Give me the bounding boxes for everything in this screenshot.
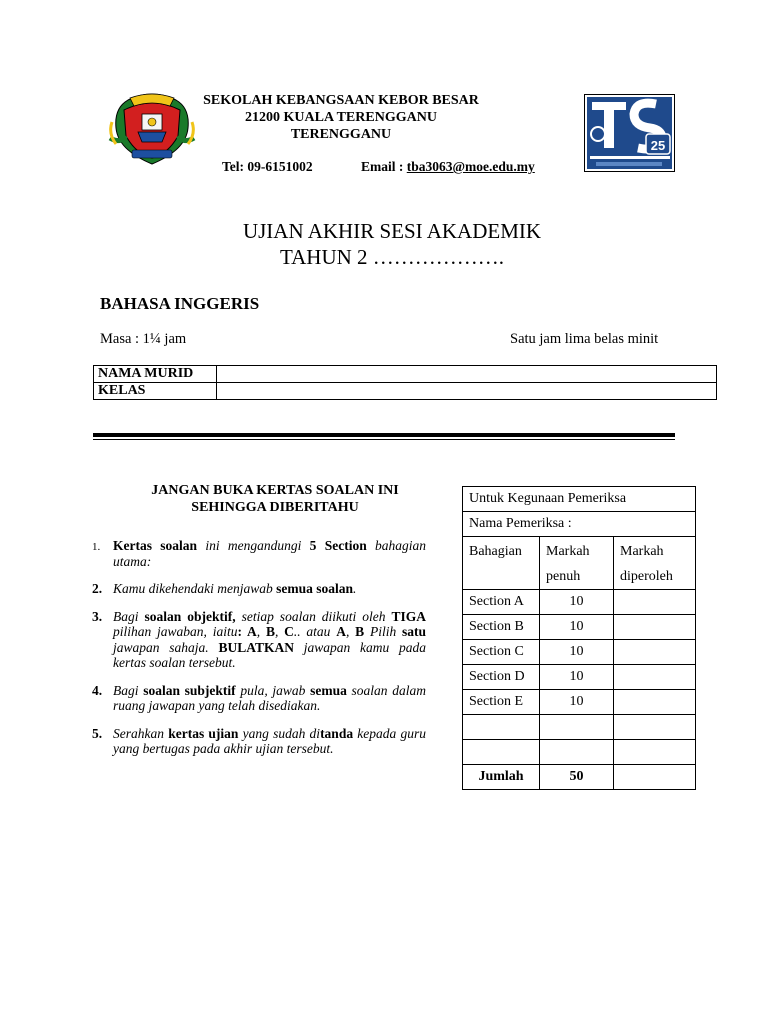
- table-row: [94, 383, 717, 400]
- school-state: TERENGGANU: [290, 127, 392, 142]
- section-label: Section A: [463, 590, 540, 615]
- instruction-text: pula, jawab: [235, 682, 311, 698]
- instruction-text: semua soalan: [276, 581, 353, 596]
- instruction-item: [92, 581, 426, 597]
- instruction-text: Kertas soalan: [113, 538, 198, 553]
- contact-line: [222, 159, 535, 175]
- instruction-number: 2.: [92, 581, 103, 596]
- instruction-text: ,: [256, 624, 266, 639]
- obtained-marks[interactable]: [614, 590, 696, 615]
- instruction-text: ,: [274, 624, 285, 639]
- section-label: Section C: [463, 640, 540, 665]
- full-marks: [540, 715, 614, 740]
- obtained-marks[interactable]: [614, 690, 696, 715]
- class-field[interactable]: [217, 383, 717, 400]
- instruction-text: .. atau: [293, 624, 337, 639]
- obtained-marks[interactable]: [614, 665, 696, 690]
- column-header: Markah penuh: [540, 537, 614, 590]
- instruction-text: kertas ujian: [168, 725, 239, 741]
- full-marks: 10: [540, 590, 614, 615]
- total-label: Jumlah: [463, 765, 540, 790]
- instruction-text: BULATKAN: [218, 639, 294, 655]
- instruction-text: C: [284, 624, 294, 639]
- table-row: [463, 512, 696, 537]
- instruction-text: soalan subjektif: [143, 682, 236, 698]
- full-marks: 10: [540, 615, 614, 640]
- table-row: [94, 366, 717, 383]
- table-row: [463, 690, 696, 715]
- school-name: SEKOLAH KEBANGSAAN KEBOR BESAR: [203, 93, 479, 108]
- email-block: [361, 159, 535, 175]
- instruction-text: A: [336, 624, 346, 639]
- section-label: [463, 740, 540, 765]
- instruction-item: [92, 683, 426, 714]
- instruction-text: : A: [237, 624, 257, 639]
- section-label: Section B: [463, 615, 540, 640]
- instruction-item: [92, 726, 426, 757]
- school-crest-icon: [108, 88, 196, 168]
- table-row: [463, 715, 696, 740]
- instruction-number: 4.: [92, 682, 103, 698]
- instruction-text: soalan objektif,: [144, 608, 236, 624]
- examiner-name-label[interactable]: Nama Pemeriksa :: [463, 512, 696, 537]
- table-row: [463, 665, 696, 690]
- instruction-number: 1.: [92, 541, 101, 553]
- instruction-text: ,: [345, 624, 356, 639]
- school-address: 21200 KUALA TERENGGANU: [245, 110, 437, 125]
- full-marks: 10: [540, 690, 614, 715]
- instruction-item: [92, 609, 426, 671]
- duration-words: Satu jam lima belas minit: [510, 331, 659, 347]
- instruction-text: Kamu dikehendaki menjawab: [113, 581, 277, 596]
- full-marks: [540, 740, 614, 765]
- instruction-text: B: [355, 624, 365, 639]
- section-label: [463, 715, 540, 740]
- school-name-block: [200, 92, 482, 143]
- student-info-table: [93, 365, 717, 400]
- table-header-row: [463, 537, 696, 590]
- column-header: Bahagian: [463, 537, 540, 590]
- instruction-text: jawapan kamu pada kertas soalan tersebut.: [113, 639, 427, 670]
- instruction-text: ini mengandungi: [197, 538, 310, 553]
- instruction-text: Pilih: [364, 624, 403, 639]
- instruction-text: kepada guru yang bertugas pada akhir ujian tersebut.: [113, 725, 426, 756]
- instruction-text: B: [265, 624, 275, 639]
- exam-title-line2: TAHUN 2 ……………….: [279, 245, 505, 269]
- class-label: KELAS: [94, 383, 217, 400]
- obtained-marks[interactable]: [614, 715, 696, 740]
- section-label: Section E: [463, 690, 540, 715]
- marks-table: [462, 486, 696, 790]
- instruction-text: jawapan sahaja.: [113, 639, 219, 655]
- table-row: [463, 615, 696, 640]
- total-obtained[interactable]: [614, 765, 696, 790]
- obtained-marks[interactable]: [614, 615, 696, 640]
- marks-table-body: [463, 590, 696, 765]
- full-marks: 10: [540, 640, 614, 665]
- instruction-text: pilihan jawaban, iaitu: [113, 624, 238, 639]
- ts25-logo-icon: [584, 94, 675, 172]
- column-header: Markah diperoleh: [614, 537, 696, 590]
- instruction-number: 3.: [92, 608, 103, 624]
- marks-table-title: Untuk Kegunaan Pemeriksa: [463, 487, 696, 512]
- email-link[interactable]: tba3063@moe.edu.my: [406, 159, 535, 174]
- instruction-text: 5 Section: [309, 538, 367, 553]
- table-row: [463, 590, 696, 615]
- warning-heading: [110, 482, 440, 516]
- table-row: [463, 740, 696, 765]
- divider-thick: [93, 433, 675, 437]
- obtained-marks[interactable]: [614, 640, 696, 665]
- instruction-text: satu: [402, 624, 427, 639]
- instruction-text: soalan dalam ruang jawapan yang telah disediakan.: [113, 682, 426, 713]
- instruction-text: Bagi: [113, 682, 144, 698]
- logo-number: 25: [650, 138, 666, 153]
- instruction-text: tanda: [320, 725, 354, 741]
- exam-title: [180, 218, 604, 270]
- subject-title: BAHASA INGGERIS: [100, 294, 260, 313]
- instruction-text: Serahkan: [113, 725, 169, 741]
- instruction-text: yang sudah di: [238, 725, 321, 741]
- name-field[interactable]: [217, 366, 717, 383]
- instructions-list: [92, 538, 426, 769]
- full-marks: 10: [540, 665, 614, 690]
- warning-line1: JANGAN BUKA KERTAS SOALAN INI: [151, 483, 399, 498]
- telephone: Tel: 09-6151002: [222, 159, 313, 174]
- divider-thin: [93, 439, 675, 440]
- total-row: [463, 765, 696, 790]
- total-value: 50: [540, 765, 614, 790]
- instruction-text: TIGA: [391, 608, 427, 624]
- instruction-number: 5.: [92, 725, 103, 741]
- instruction-text: .: [353, 581, 357, 596]
- instruction-text: Bagi: [113, 608, 145, 624]
- duration: Masa : 1¼ jam: [100, 331, 187, 347]
- table-row: [463, 640, 696, 665]
- warning-line2: SEHINGGA DIBERITAHU: [191, 500, 359, 515]
- instruction-text: semua: [310, 682, 347, 698]
- instruction-text: setiap soalan diikuti oleh: [235, 608, 392, 624]
- obtained-marks[interactable]: [614, 740, 696, 765]
- email-label: Email :: [361, 159, 407, 174]
- table-row: [463, 487, 696, 512]
- instruction-text: bahagian utama:: [113, 538, 427, 569]
- exam-title-line1: UJIAN AKHIR SESI AKADEMIK: [242, 219, 542, 243]
- instruction-item: [92, 538, 426, 569]
- name-label: NAMA MURID: [94, 366, 217, 383]
- section-label: Section D: [463, 665, 540, 690]
